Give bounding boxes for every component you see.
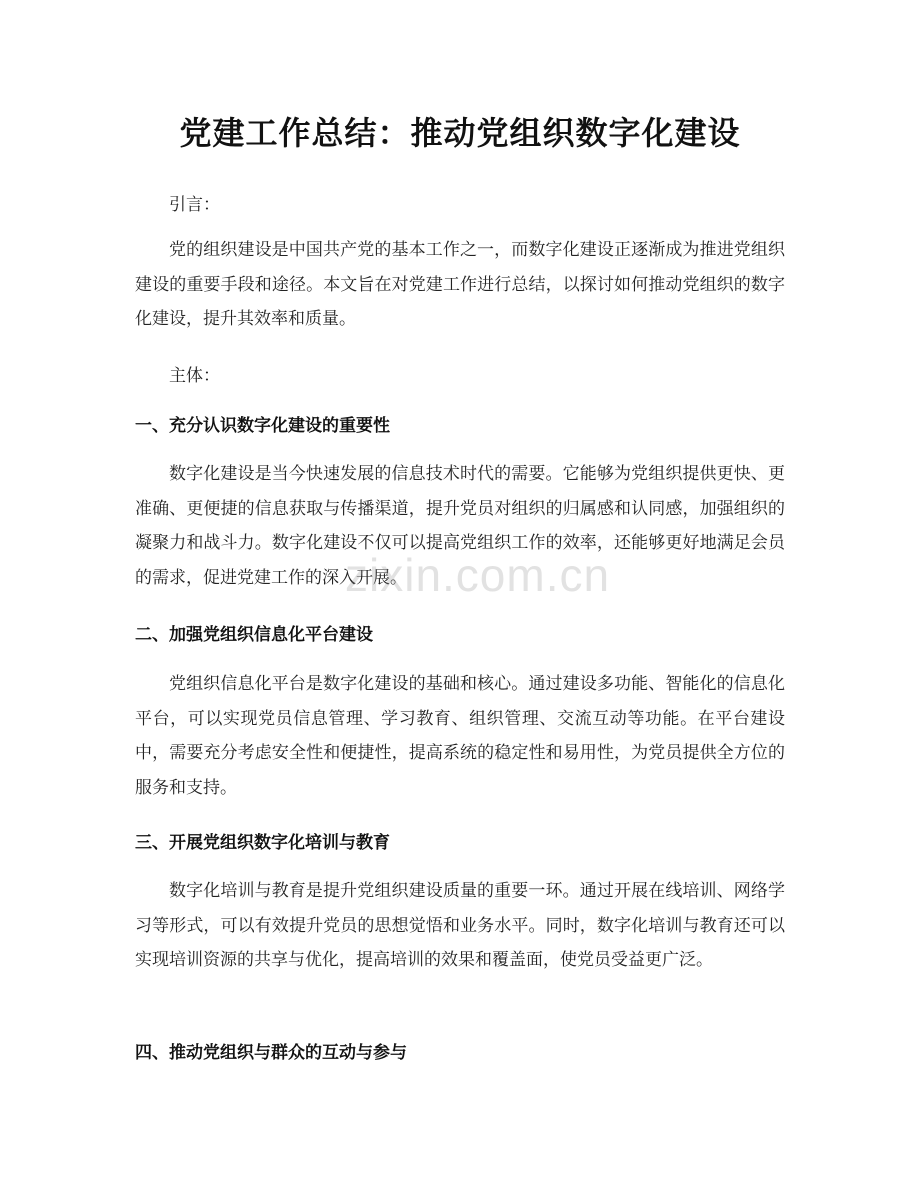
section-1-paragraph: 数字化建设是当今快速发展的信息技术时代的需要。它能够为党组织提供更快、更准确、更便捷的信息获取与传播渠道，提升党员对组织的归属感和认同感，加强组织的凝聚力和战斗力。数字化建设不仅可以提高党组织工作的效率，还能够更好地满足会员的需求，促进党建工作的深入开展。 bbox=[135, 464, 785, 588]
section-2-heading: 二、加强党组织信息化平台建设 bbox=[135, 625, 373, 645]
watermark: zixin.com.cn bbox=[345, 549, 611, 601]
section-1-heading: 一、充分认识数字化建设的重要性 bbox=[135, 416, 390, 436]
intro-label: 引言： bbox=[169, 195, 220, 215]
document-title: 党建工作总结：推动党组织数字化建设 bbox=[179, 114, 741, 152]
body-label: 主体： bbox=[169, 366, 220, 386]
intro-paragraph: 党的组织建设是中国共产党的基本工作之一，而数字化建设正逐渐成为推进党组织建设的重要手段和途径。本文旨在对党建工作进行总结，以探讨如何推动党组织的数字化建设，提升其效率和质量。 bbox=[135, 240, 785, 329]
section-2-paragraph: 党组织信息化平台是数字化建设的基础和核心。通过建设多功能、智能化的信息化平台，可以实现党员信息管理、学习教育、组织管理、交流互动等功能。在平台建设中，需要充分考虑安全性和便捷性，提高系统的稳定性和易用性，为党员提供全方位的服务和支持。 bbox=[135, 674, 785, 798]
section-4-heading: 四、推动党组织与群众的互动与参与 bbox=[135, 1043, 407, 1063]
section-3-heading: 三、开展党组织数字化培训与教育 bbox=[135, 833, 390, 853]
section-3-paragraph: 数字化培训与教育是提升党组织建设质量的重要一环。通过开展在线培训、网络学习等形式，可以有效提升党员的思想觉悟和业务水平。同时，数字化培训与教育还可以实现培训资源的共享与优化，提高培训的效果和覆盖面，使党员受益更广泛。 bbox=[135, 881, 785, 970]
